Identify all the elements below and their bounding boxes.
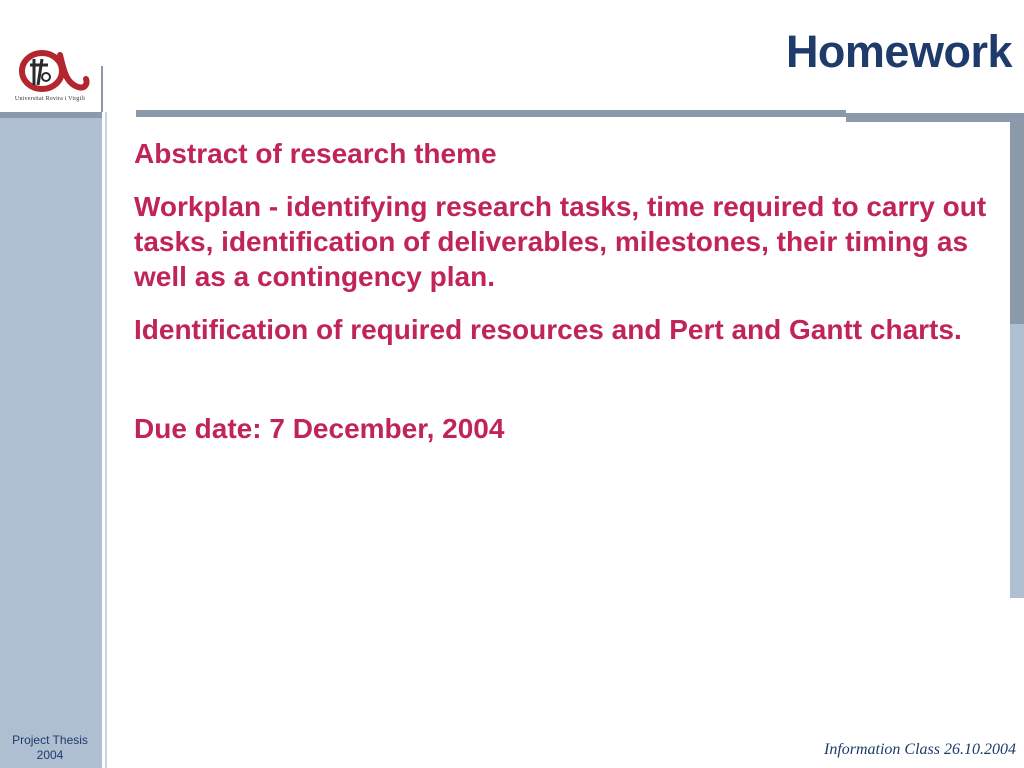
right-accent-bar-lower	[1010, 324, 1024, 598]
slide-title: Homework	[785, 26, 1012, 77]
left-sidebar	[0, 112, 105, 768]
due-date: Due date: 7 December, 2004	[134, 413, 505, 444]
body-item-workplan: Workplan - identifying research tasks, time required to carry out tasks, identification of deliverables, milestones, their timing as well as a contingency plan.	[134, 191, 987, 292]
title-underline	[136, 110, 846, 117]
sidebar-top-rule	[0, 112, 102, 118]
logo-divider	[101, 66, 103, 112]
university-logo-icon	[8, 45, 92, 97]
university-name: Universitat Rovira i Virgili	[14, 96, 86, 102]
title-underline-right	[846, 113, 1024, 122]
footer-project-line1: Project Thesis	[12, 733, 88, 747]
footer-class-date: Information Class 26.10.2004	[823, 741, 1016, 758]
body-item-resources: Identification of required resources and Pert and Gantt charts.	[134, 314, 962, 345]
right-accent-bar-upper	[1010, 120, 1024, 324]
slide-body	[134, 136, 994, 464]
body-item-abstract: Abstract of research theme	[134, 138, 497, 169]
footer-project	[0, 733, 100, 763]
footer-project-line2: 2004	[36, 748, 64, 762]
